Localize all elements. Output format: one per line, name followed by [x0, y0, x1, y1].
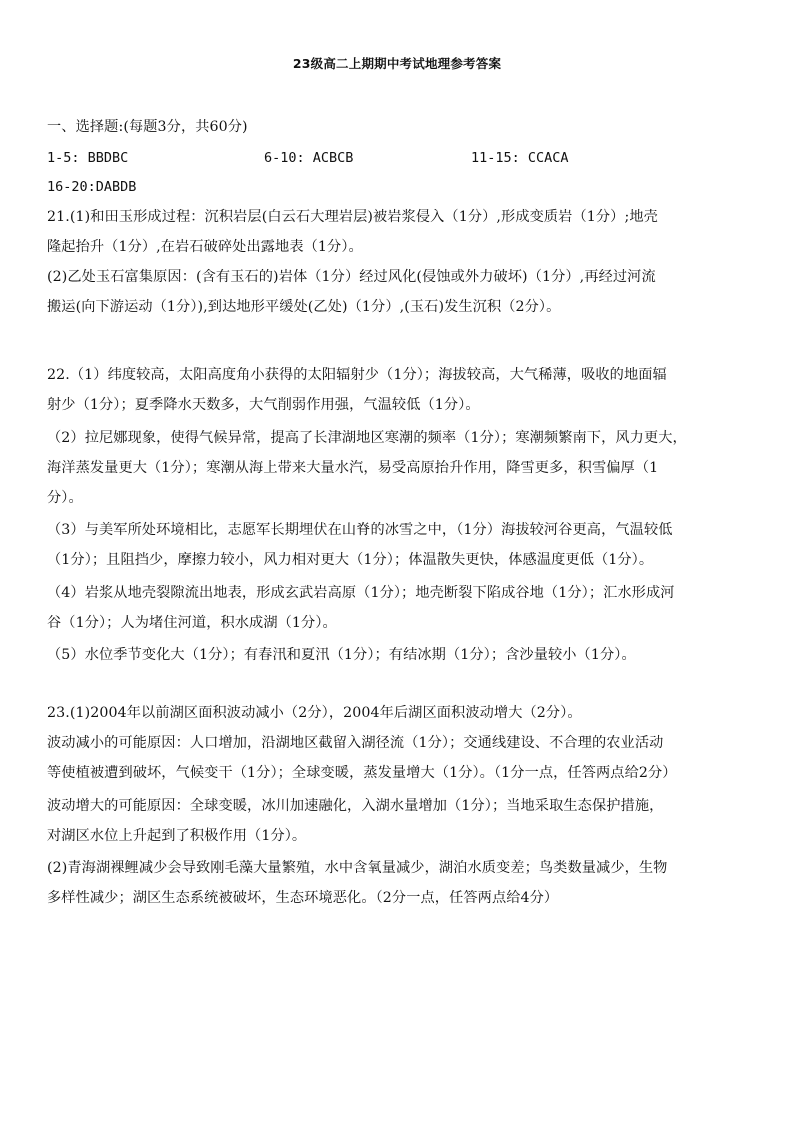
q21-line: 隆起抬升（1分）,在岩石破碎处出露地表（1分）。 [47, 239, 363, 255]
q22-line: （2）拉尼娜现象，使得气候异常，提高了长津湖地区寒潮的频率（1分）；寒潮频繁南下，风力更大， [47, 430, 687, 446]
q22-line: （3）与美军所处环境相比，志愿军长期埋伏在山脊的冰雪之中，（1分）海拔较河谷更高，气温较低 [47, 522, 673, 538]
q21-line: 搬运(向下游运动（1分）),到达地形平缓处(乙处)（1分）,(玉石)发生沉积（2分）。 [47, 299, 561, 315]
q21-line: (2)乙处玉石富集原因：(含有玉石的)岩体（1分）经过风化(侵蚀或外力破坏)（1分）,再经过河流 [47, 269, 656, 285]
q23-line: 23.(1)2004年以前湖区面积波动减小（2分），2004年后湖区面积波动增大（2分）。 [47, 705, 582, 721]
section-header-multiple-choice: 一、选择题:(每题3分，共60分) [47, 119, 248, 135]
q22-line: （5）水位季节变化大（1分）；有春汛和夏汛（1分）；有结冰期（1分）；含沙量较小（1分）。 [47, 647, 636, 663]
q23-line: 等使植被遭到破坏，气候变干（1分）；全球变暖，蒸发量增大（1分）。（1分一点，任答两点给2分） [47, 765, 677, 781]
q22-line: （1分）；且阻挡少，摩擦力较小，风力相对更大（1分）；体温散失更快，体感温度更低（1分）。 [47, 552, 654, 568]
answer-group-16-20: 16-20:DABDB [47, 179, 137, 195]
q22-line: 谷（1分）；人为堵住河道，积水成湖（1分）。 [47, 615, 337, 631]
q23-line: (2)青海湖裸鲤减少会导致刚毛藻大量繁殖，水中含氧量减少，湖泊水质变差；鸟类数量减少，生物 [47, 860, 668, 876]
answer-group-11-15: 11-15: CCACA [471, 150, 569, 166]
answer-group-1-5: 1-5: BBDBC [47, 150, 129, 166]
q23-line: 多样性减少；湖区生态系统被破坏，生态环境恶化。（2分一点，任答两点给4分） [47, 890, 559, 906]
q22-line: 射少（1分）；夏季降水天数多，大气削弱作用强，气温较低（1分）。 [47, 397, 480, 413]
q22-line: （4）岩浆从地壳裂隙流出地表，形成玄武岩高原（1分）；地壳断裂下陷成谷地（1分）；汇水形成河 [47, 585, 675, 601]
q21-line: 21.(1)和田玉形成过程：沉积岩层(白云石大理岩层)被岩浆侵入（1分）,形成变质岩（1分）;地壳 [47, 209, 658, 225]
answer-group-6-10: 6-10: ACBCB [264, 150, 354, 166]
q23-line: 对湖区水位上升起到了积极作用（1分）。 [47, 828, 307, 844]
q23-line: 波动减小的可能原因：人口增加，沿湖地区截留入湖径流（1分）；交通线建设、不合理的农业活动 [47, 735, 664, 751]
q22-line: 海洋蒸发量更大（1分）；寒潮从海上带来大量水汽，易受高原抬升作用，降雪更多，积雪偏厚（1 [47, 460, 659, 476]
q22-line: 22.（1）纬度较高，太阳高度角小获得的太阳辐射少（1分）；海拔较高，大气稀薄，吸收的地面辐 [47, 367, 667, 383]
page-title: 23级高二上期期中考试地理参考答案 [292, 56, 502, 71]
q23-line: 波动增大的可能原因：全球变暖，冰川加速融化，入湖水量增加（1分）；当地采取生态保护措施， [47, 798, 664, 814]
q22-line: 分）。 [47, 490, 83, 506]
